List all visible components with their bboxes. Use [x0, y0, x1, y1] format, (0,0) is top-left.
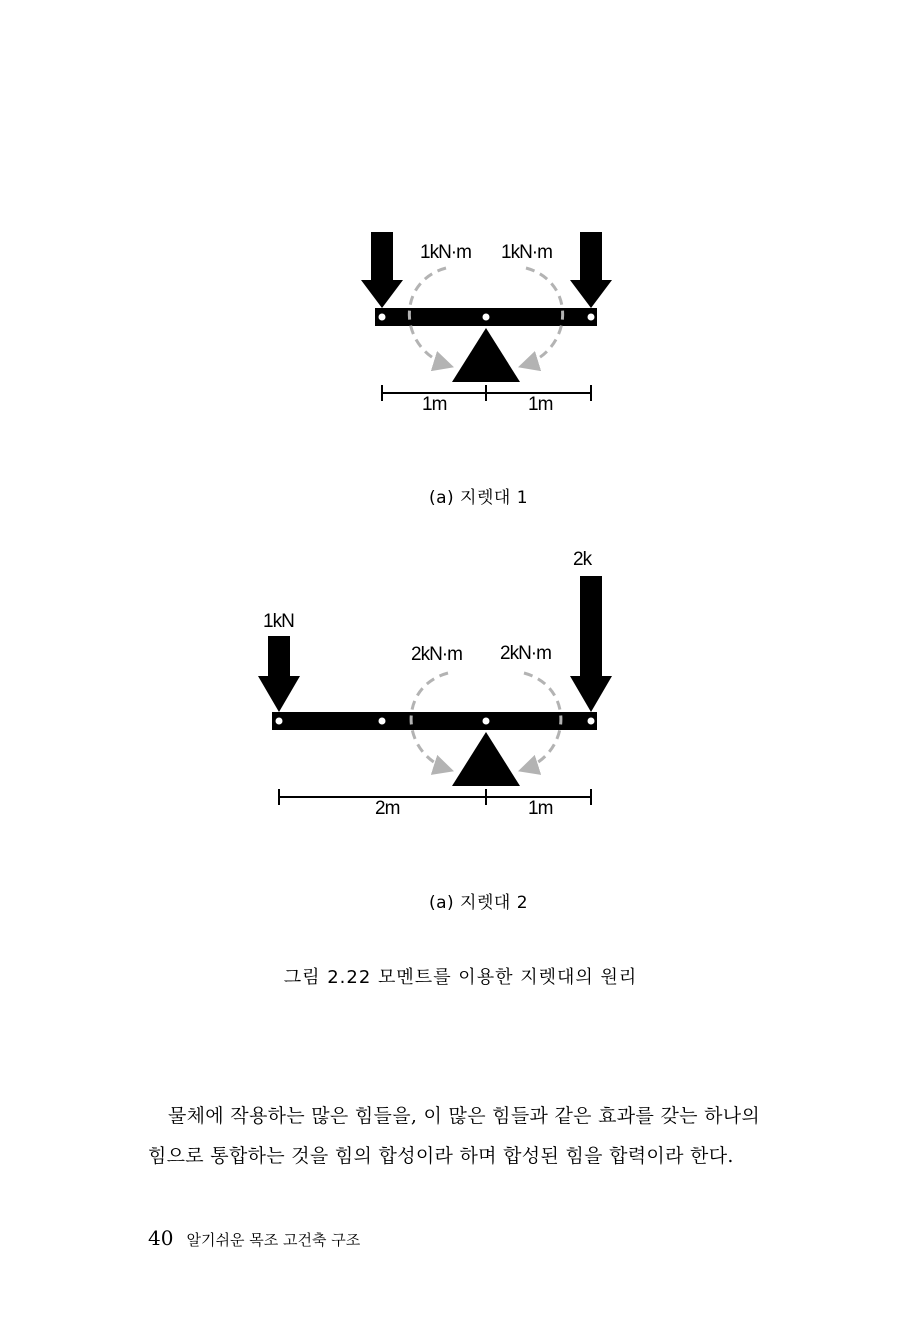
- left-force-arrow: [361, 232, 403, 308]
- paragraph-line-text: 힘으로 통합하는 것을 힘의 합성이라 하며 합성된 힘을 합력이라 한다.: [148, 1145, 734, 1167]
- beam-pin: [379, 718, 386, 725]
- page-number: 40: [148, 1226, 174, 1250]
- right-force-arrow: [570, 232, 612, 308]
- beam-pin: [483, 314, 490, 321]
- force-label-right: 2k: [573, 549, 592, 570]
- body-paragraph: [148, 1096, 788, 1176]
- dimension-label-right: 1m: [528, 394, 553, 415]
- beam-pin: [483, 718, 490, 725]
- dimension-line: [382, 385, 591, 401]
- book-title: 알기쉬운 목조 고건축 구조: [186, 1231, 361, 1249]
- fulcrum-triangle: [452, 732, 520, 786]
- right-force-arrow: [570, 576, 612, 712]
- dimension-label-left: 1m: [422, 394, 447, 415]
- lever-diagram-2: [0, 540, 921, 830]
- dimension-label-left: 2m: [375, 798, 400, 819]
- beam-pin: [379, 314, 386, 321]
- moment-label-right: 2kN·m: [500, 643, 551, 664]
- paragraph-line-text: 물체에 작용하는 많은 힘들을, 이 많은 힘들과 같은 효과를 갖는 하나의: [168, 1105, 761, 1127]
- paragraph-line: [148, 1096, 788, 1136]
- page-footer: [148, 1226, 360, 1250]
- beam-pin: [588, 314, 595, 321]
- moment-label-left: 2kN·m: [411, 644, 462, 665]
- moment-label-left: 1kN·m: [420, 242, 471, 263]
- lever-beam: [272, 712, 597, 730]
- beam-pin: [276, 718, 283, 725]
- left-force-arrow: [258, 636, 300, 712]
- beam-pin: [588, 718, 595, 725]
- figure-caption-2: (a) 지렛대 2: [428, 893, 529, 913]
- lever-diagram-1: [0, 210, 921, 420]
- fulcrum-triangle: [452, 328, 520, 382]
- dimension-label-right: 1m: [528, 798, 553, 819]
- moment-label-right: 1kN·m: [501, 242, 552, 263]
- force-label-left: 1kN: [263, 611, 294, 632]
- figure-caption-1: (a) 지렛대 1: [428, 488, 529, 508]
- paragraph-line: [148, 1136, 788, 1176]
- figure-title: 그림 2.22 모멘트를 이용한 지렛대의 원리: [283, 967, 638, 988]
